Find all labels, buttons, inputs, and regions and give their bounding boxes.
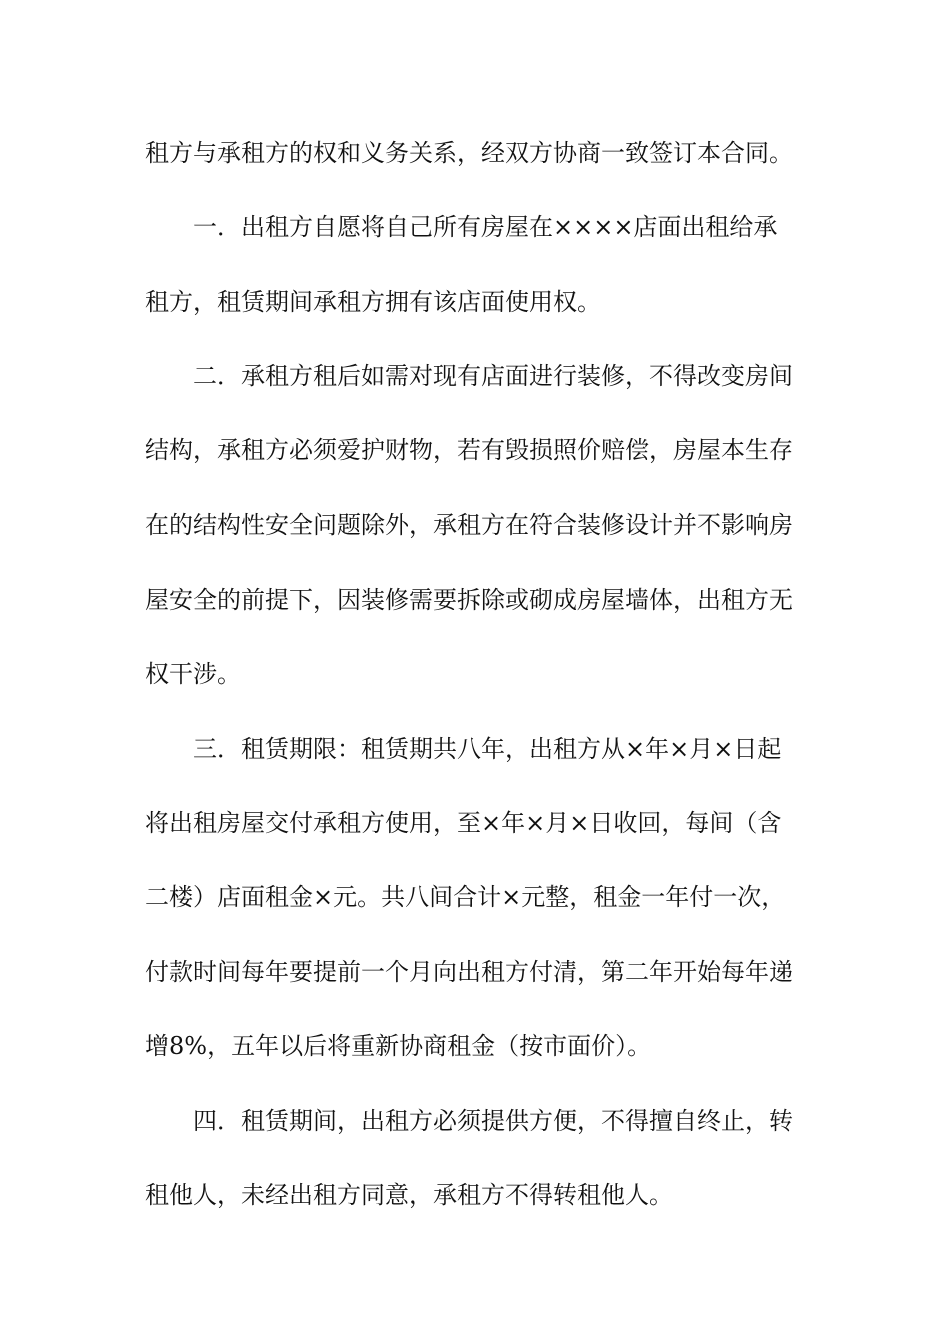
clause-1-line: 一．出租方自愿将自己所有房屋在××××店面出租给承 <box>193 213 778 241</box>
text-line: 权干涉。 <box>145 660 241 688</box>
clause-2-line: 二．承租方租后如需对现有店面进行装修，不得改变房间 <box>193 362 793 390</box>
text-line: 租方与承租方的权和义务关系，经双方协商一致签订本合同。 <box>145 139 793 167</box>
clause-4-line: 四．租赁期间，出租方必须提供方便，不得擅自终止，转 <box>193 1107 793 1135</box>
text-line: 二楼）店面租金×元。共八间合计×元整，租金一年付一次， <box>145 883 786 911</box>
text-line: 将出租房屋交付承租方使用，至×年×月×日收回，每间（含 <box>145 809 782 837</box>
text-line: 在的结构性安全问题除外，承租方在符合装修设计并不影响房 <box>145 511 793 539</box>
text-line: 屋安全的前提下，因装修需要拆除或砌成房屋墙体，出租方无 <box>145 586 793 614</box>
text-line: 租他人，未经出租方同意，承租方不得转租他人。 <box>145 1181 673 1209</box>
text-line: 付款时间每年要提前一个月向出租方付清，第二年开始每年递 <box>145 958 793 986</box>
text-line: 增8%，五年以后将重新协商租金（按市面价）。 <box>145 1032 652 1060</box>
text-line: 结构，承租方必须爱护财物，若有毁损照价赔偿，房屋本生存 <box>145 436 793 464</box>
clause-3-line: 三．租赁期限：租赁期共八年，出租方从×年×月×日起 <box>193 735 782 763</box>
text-line: 租方，租赁期间承租方拥有该店面使用权。 <box>145 288 601 316</box>
